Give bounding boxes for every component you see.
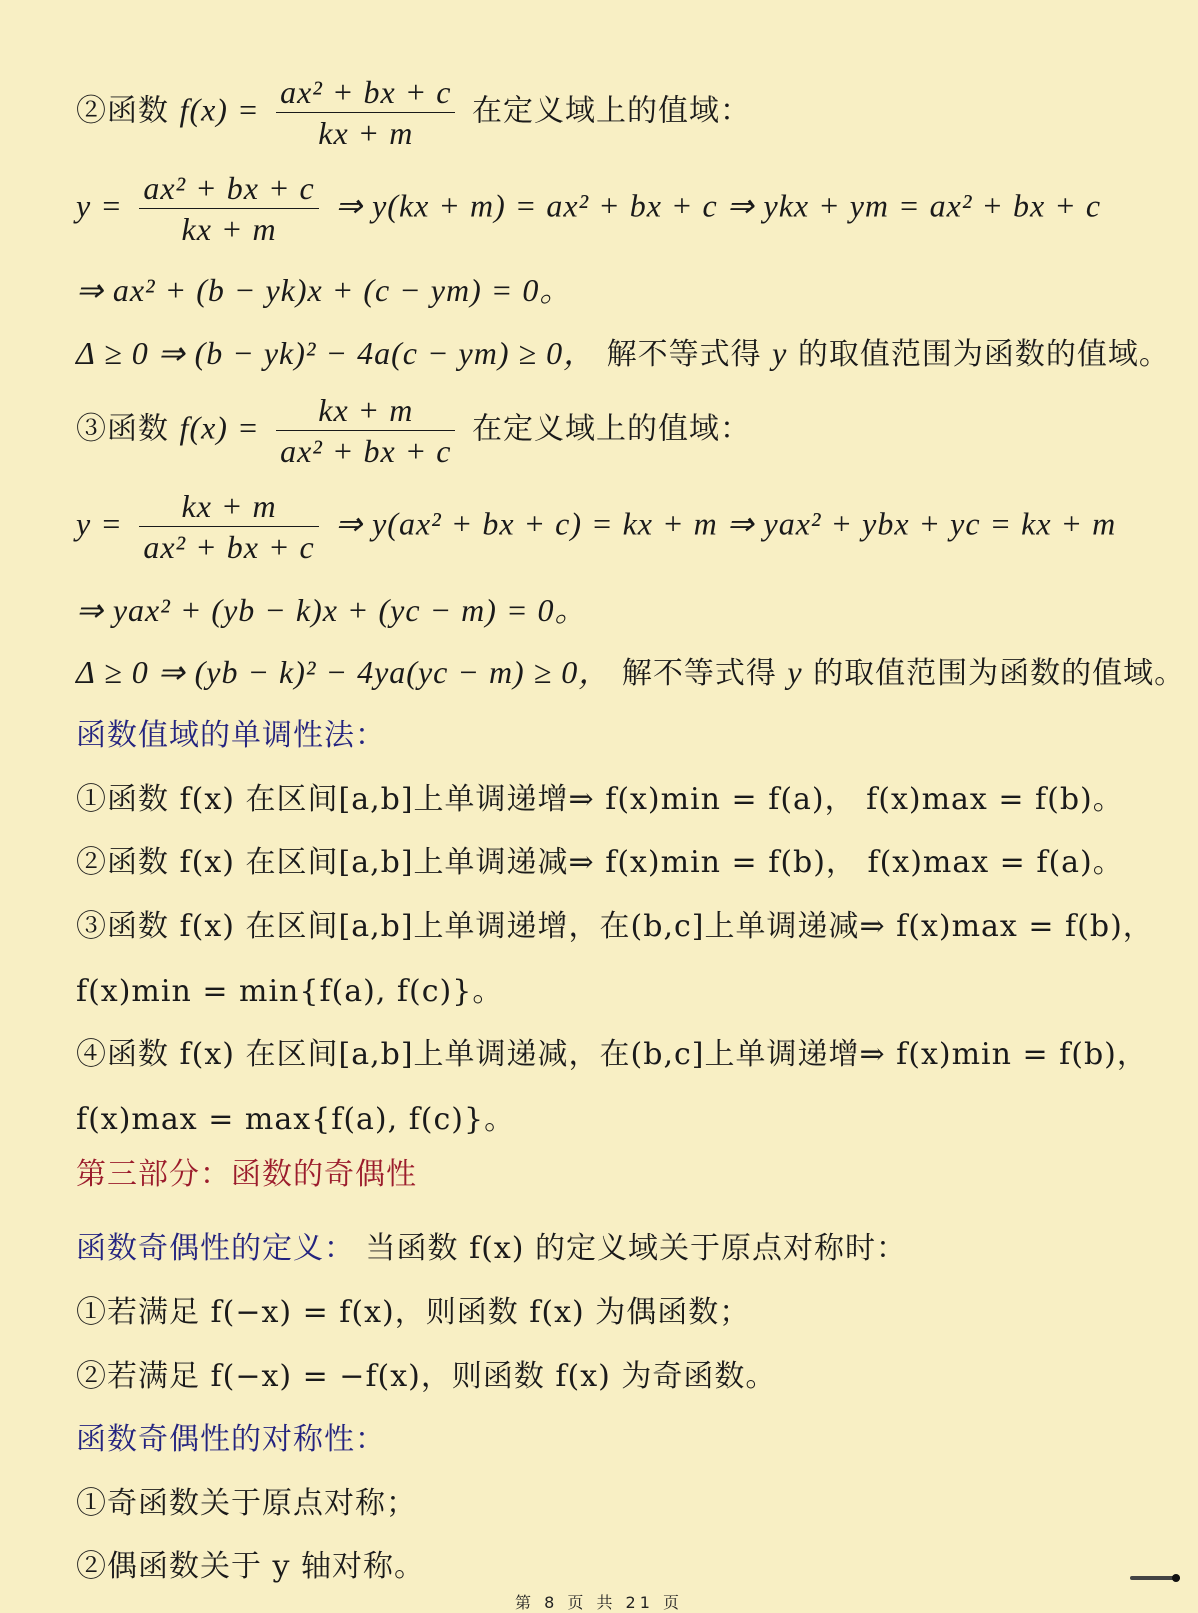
section2-prefix: ②函数 bbox=[76, 93, 169, 129]
section2-denominator: kx + m bbox=[318, 115, 414, 151]
parity-symmetry-title: 函数奇偶性的对称性： bbox=[76, 1422, 386, 1457]
monotonic-item-4b: f(x)max = max{f(a), f(c)}。 bbox=[76, 1102, 516, 1137]
section2-eq1-denominator: kx + m bbox=[181, 211, 277, 247]
section2-eq1-numerator: ax² + bx + c bbox=[139, 168, 318, 209]
section2-eq3-tail: 的取值范围为函数的值域。 bbox=[797, 337, 1170, 372]
section3-eq3-tail: 的取值范围为函数的值域。 bbox=[813, 656, 1186, 691]
section3-eq1-rhs: ⇒ y(ax² + bx + c) = kx + m ⇒ yax² + ybx + yc = kx + m bbox=[335, 505, 1117, 542]
section2-fx: f(x) = bbox=[179, 91, 260, 128]
monotonic-item-2: ②函数 f(x) 在区间[a,b]上单调递减⇒ f(x)min = f(b)， f(x)max = f(a)。 bbox=[76, 845, 1124, 880]
section3-heading bbox=[76, 390, 1158, 471]
section2-eq1-rhs: ⇒ y(kx + m) = ax² + bx + c ⇒ ykx + ym = ax² + bx + c bbox=[335, 187, 1102, 224]
parity-symmetry-2: ②偶函数关于 y 轴对称。 bbox=[76, 1549, 426, 1584]
section3-eq3-math: Δ ≥ 0 ⇒ (yb − k)² − 4ya(yc − m) ≥ 0， bbox=[76, 654, 612, 690]
parity-definition-2: ②若满足 f(−x) = −f(x)，则函数 f(x) 为奇函数。 bbox=[76, 1359, 777, 1394]
parity-symmetry-1: ①奇函数关于原点对称； bbox=[76, 1486, 417, 1521]
monotonic-item-3a: ③函数 f(x) 在区间[a,b]上单调递增，在(b,c]上单调递减⇒ f(x)max = f(b)， bbox=[76, 909, 1154, 944]
monotonic-item-4a: ④函数 f(x) 在区间[a,b]上单调递减，在(b,c]上单调递增⇒ f(x)min = f(b)， bbox=[76, 1037, 1148, 1072]
parity-definition-text: 当函数 f(x) 的定义域关于原点对称时： bbox=[365, 1231, 908, 1266]
monotonic-item-3b: f(x)min = min{f(a), f(c)}。 bbox=[76, 974, 504, 1009]
section2-eq1-fraction bbox=[139, 168, 318, 249]
monotonic-item-1: ①函数 f(x) 在区间[a,b]上单调递增⇒ f(x)min = f(a)， f(x)max = f(b)。 bbox=[76, 782, 1124, 817]
section2-equation-1 bbox=[76, 168, 1158, 249]
page-footer: 第 8 页 共 21 页 bbox=[515, 1593, 683, 1612]
section3-fx: f(x) = bbox=[179, 409, 260, 446]
section2-eq1-lhs: y = bbox=[76, 187, 123, 224]
section3-eq1-numerator: kx + m bbox=[139, 486, 318, 527]
section2-eq3-y: y bbox=[772, 335, 788, 371]
parity-definition-title: 函数奇偶性的定义： bbox=[76, 1231, 355, 1266]
section3-eq1-denominator: ax² + bx + c bbox=[143, 529, 315, 565]
section3-eq1-fraction bbox=[139, 486, 318, 567]
section3-eq1-lhs: y = bbox=[76, 505, 123, 542]
section3-denominator: ax² + bx + c bbox=[280, 433, 452, 469]
section2-eq3-math: Δ ≥ 0 ⇒ (b − yk)² − 4a(c − ym) ≥ 0， bbox=[76, 335, 597, 371]
section3-equation-3 bbox=[76, 652, 1186, 694]
section3-eq3-text: 解不等式得 bbox=[621, 656, 777, 691]
parity-definition bbox=[76, 1229, 1158, 1269]
section2-eq3-text: 解不等式得 bbox=[606, 337, 762, 372]
section3-equation-2: ⇒ yax² + (yb − k)x + (yc − m) = 0。 bbox=[76, 592, 588, 628]
section2-fraction bbox=[276, 72, 455, 153]
section2-equation-2: ⇒ ax² + (b − yk)x + (c − ym) = 0。 bbox=[76, 272, 573, 308]
section2-suffix: 在定义域上的值域： bbox=[472, 93, 752, 129]
section2-numerator: ax² + bx + c bbox=[276, 72, 455, 113]
section3-fraction bbox=[276, 390, 455, 471]
section3-equation-1 bbox=[76, 486, 1158, 567]
section2-heading bbox=[76, 72, 1158, 153]
section3-prefix: ③函数 bbox=[76, 411, 169, 447]
monotonic-title: 函数值域的单调性法： bbox=[76, 718, 386, 753]
scroll-indicator[interactable] bbox=[1130, 1570, 1180, 1588]
section2-equation-3 bbox=[76, 333, 1170, 375]
section3-suffix: 在定义域上的值域： bbox=[472, 411, 752, 447]
part3-heading: 第三部分：函数的奇偶性 bbox=[76, 1157, 417, 1192]
section3-numerator: kx + m bbox=[276, 390, 455, 431]
section3-eq3-y: y bbox=[787, 654, 803, 690]
parity-definition-1: ①若满足 f(−x) = f(x)，则函数 f(x) 为偶函数； bbox=[76, 1295, 751, 1330]
